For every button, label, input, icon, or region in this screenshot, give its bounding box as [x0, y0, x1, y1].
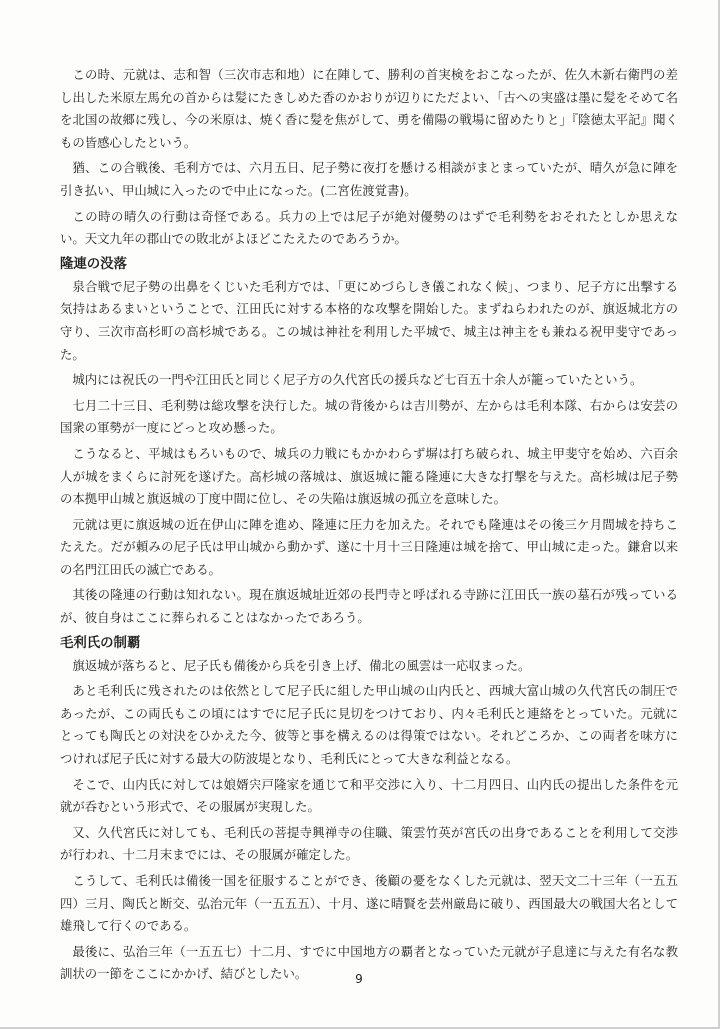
- section-heading: 隆連の没落: [60, 256, 127, 272]
- paragraph: この時、元就は、志和智（三次市志和地）に在陣して、勝利の首実検をおこなったが、佐久木新右衛門の差し出した米原左馬允の首からは髪にたきしめた香のかおりが辺りにただよい、「古への実盛は墨に髪をそめて名を北国の故郷に残し、今の米原は、焼く香に髪を焦がして、勇を備陽の戦場に留めたりと」『陰徳太平記』聞くもの皆感心したという。: [60, 67, 678, 150]
- paragraph: 最後に、弘治三年（一五五七）十二月、すでに中国地方の覇者となっていた元就が子息達に与えた有名な教訓状の一節をここにかかげ、結びとしたい。: [60, 943, 678, 982]
- section-heading: 毛利氏の制覇: [60, 635, 141, 651]
- paragraph: 七月二十三日、毛利勢は総攻撃を決行した。城の背後からは吉川勢が、左からは毛利本隊、右からは安芸の国衆の軍勢が一度にどっと攻め懸った。: [60, 397, 678, 436]
- paragraph: こうして、毛利氏は備後一国を征服することができ、後顧の憂をなくした元就は、翌天文二十三年（一五五四）三月、陶氏と断交、弘治元年（一五五五）、十月、遂に晴賢を芸州厳島に破り、西国最大の戦国大名として雄飛して行くのである。: [60, 873, 678, 934]
- paragraph: そこで、山内氏に対しては娘婿宍戸隆家を通じて和平交渉に入り、十二月四日、山内氏の提出した条件を元就が呑むという形式で、その服属が実現した。: [60, 776, 678, 815]
- paragraph: 元就は更に旗返城の近在伊山に陣を進め、隆連に圧力を加えた。それでも隆連はその後三ケ月間城を持ちこたえた。だが頼みの尼子氏は甲山城から動かず、遂に十月十三日隆連は城を捨て、甲山城に走った。鎌倉以来の名門江田氏の滅亡である。: [60, 516, 678, 577]
- paragraph: 其後の隆連の行動は知れない。現在旗返城址近郊の長門寺と呼ばれる寺跡に江田氏一族の墓石が残っているが、彼自身はここに葬られることはなかったであろう。: [60, 587, 678, 626]
- paragraph: あと毛利氏に残されたのは依然として尼子氏に組した甲山城の山内氏と、西城大富山城の久代宮氏の制圧であったが、この両氏もこの頃にはすでに尼子氏に見切をつけており、内々毛利氏と連絡をとっていた。元就にとっても陶氏との対決をひかえた今、彼等と事を構えるのは得策ではない。それどころか、この両者を味方につければ尼子氏に対する最大の防波堤となり、毛利氏にとって大きな利益となる。: [60, 683, 678, 767]
- page-number: 9: [355, 972, 363, 986]
- body-text: [60, 64, 678, 989]
- paragraph: 泉合戦で尼子勢の出鼻をくじいた毛利方では、「更にめづらしき儀これなく候」、つまり、尼子方に出撃する気持はあるまいということで、江田氏に対する本格的な攻撃を開始した。まずねらわれたのが、旗返城北方の守り、三次市高杉町の高杉城である。この城は神社を利用した平城で、城主は神主をも兼ねる祝甲斐守であった。: [60, 278, 678, 362]
- paragraph: この時の晴久の行動は奇怪である。兵力の上では尼子が絶対優勢のはずで毛利勢をおそれたとしか思えない。天文九年の郡山での敗北がよほどこたえたのであろうか。: [60, 208, 678, 247]
- paragraph: 猶、この合戦後、毛利方では、六月五日、尼子勢に夜打を懸ける相談がまとまっていたが、晴久が急に陣を引き払い、甲山城に入ったので中止になった。(二宮佐渡覚書)。: [60, 160, 678, 198]
- paragraph: 又、久代宮氏に対しても、毛利氏の菩提寺興禅寺の住職、策雲竹英が宮氏の出身であることを利用して交渉が行われ、十二月末までには、その服属が確定した。: [60, 824, 678, 863]
- paragraph: 城内には祝氏の一門や江田氏と同じく尼子方の久代宮氏の援兵など七百五十余人が籠っていたという。: [72, 372, 643, 388]
- paragraph: こうなると、平城はもろいもので、城兵の力戦にもかかわらず塀は打ち破られ、城主甲斐守を始め、六百余人が城をまくらに討死を遂げた。高杉城の落城は、旗返城に籠る隆連に大きな打撃を与えた。高杉城は尼子勢の本拠甲山城と旗返城の丁度中間に位し、その失陥は旗返城の孤立を意味した。: [60, 445, 678, 507]
- paragraph: 旗返城が落ちると、尼子氏も備後から兵を引き上げ、備北の風雲は一応収まった。: [72, 657, 531, 673]
